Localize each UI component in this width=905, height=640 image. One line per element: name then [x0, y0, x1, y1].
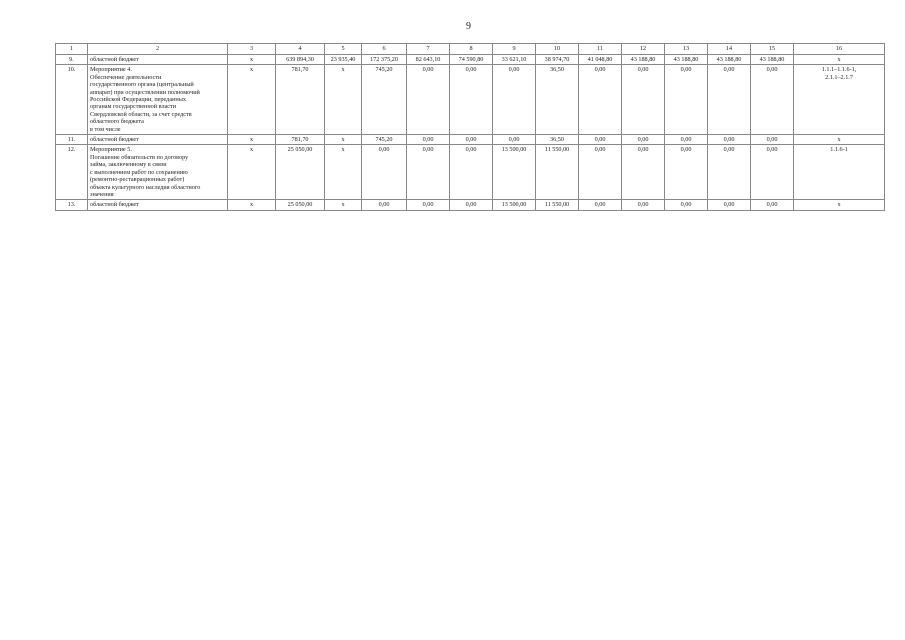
value-cell: 11 550,00: [536, 200, 579, 210]
value-cell: 0,00: [708, 65, 751, 135]
item-name-line: (ремонтно-реставрационных работ): [90, 176, 185, 184]
table-row: [56, 200, 885, 210]
item-name-cell: [88, 65, 228, 135]
item-name-line: Свердловской области, за счет средств: [90, 110, 192, 118]
item-name-line: областной бюджет: [90, 201, 139, 209]
table-row: [56, 145, 885, 200]
value-cell: 43 188,80: [665, 55, 708, 65]
header-cell: 10: [536, 44, 579, 55]
page-number: 9: [466, 21, 471, 32]
value-cell: 43 188,80: [708, 55, 751, 65]
header-cell: 16: [794, 44, 885, 55]
value-cell: 0,00: [407, 145, 450, 200]
value-cell: 0,00: [493, 65, 536, 135]
value-cell: 36,50: [536, 65, 579, 135]
value-cell: 25 050,00: [276, 145, 325, 200]
item-name-line: значения: [90, 190, 114, 198]
value-cell: 781,70: [276, 135, 325, 145]
value-cell: 745,20: [362, 135, 407, 145]
value-cell: х: [228, 145, 276, 200]
value-cell: 0,00: [362, 200, 407, 210]
value-cell: х: [228, 200, 276, 210]
header-cell: 9: [493, 44, 536, 55]
item-name-line: государственного органа (центральный: [90, 81, 194, 89]
value-cell: 0,00: [665, 145, 708, 200]
target-indicator-cell: [794, 65, 885, 135]
item-name-cell: [88, 135, 228, 145]
table-row: [56, 55, 885, 65]
value-cell: 0,00: [665, 135, 708, 145]
target-indicator-cell: [794, 200, 885, 210]
item-name-line: аппарат) при осуществлении полномочий: [90, 88, 200, 96]
value-cell: 0,00: [622, 135, 665, 145]
value-cell: 43 188,80: [751, 55, 794, 65]
value-cell: 0,00: [622, 145, 665, 200]
value-cell: 0,00: [751, 200, 794, 210]
value-cell: 41 048,80: [579, 55, 622, 65]
value-cell: 0,00: [450, 65, 493, 135]
header-cell: 3: [228, 44, 276, 55]
value-cell: 0,00: [579, 135, 622, 145]
value-cell: х: [325, 145, 362, 200]
header-cell: 8: [450, 44, 493, 55]
item-name-line: Российской Федерации, переданных: [90, 96, 186, 104]
value-cell: 38 974,70: [536, 55, 579, 65]
value-cell: х: [325, 65, 362, 135]
item-name-cell: [88, 145, 228, 200]
item-name-line: займа, заключенному в связи: [90, 161, 167, 169]
value-cell: 0,00: [665, 65, 708, 135]
value-cell: х: [325, 135, 362, 145]
value-cell: 0,00: [708, 200, 751, 210]
target-indicator-line: х: [837, 56, 841, 63]
item-name-line: Погашение обязательств по договору: [90, 153, 189, 161]
target-indicator-line: 1.1.6-1: [830, 146, 848, 154]
header-cell: 7: [407, 44, 450, 55]
table-row: [56, 65, 885, 135]
value-cell: 0,00: [579, 65, 622, 135]
item-name-cell: [88, 55, 228, 65]
row-number-cell: 9.: [56, 55, 88, 65]
target-indicator-line: 2.1.1–2.1.7: [825, 73, 853, 81]
value-cell: 0,00: [622, 65, 665, 135]
value-cell: 0,00: [751, 145, 794, 200]
value-cell: 74 590,80: [450, 55, 493, 65]
item-name-line: объекта культурного наследия областного: [90, 183, 201, 191]
target-indicator-cell: [794, 135, 885, 145]
value-cell: 172 375,20: [362, 55, 407, 65]
value-cell: 0,00: [450, 200, 493, 210]
value-cell: 82 643,10: [407, 55, 450, 65]
value-cell: 0,00: [622, 200, 665, 210]
value-cell: 745,20: [362, 65, 407, 135]
value-cell: 23 935,40: [325, 55, 362, 65]
header-cell: 5: [325, 44, 362, 55]
item-name-line: областного бюджета: [90, 118, 144, 126]
value-cell: 0,00: [665, 200, 708, 210]
value-cell: х: [228, 55, 276, 65]
item-name-line: в том числе: [90, 125, 121, 133]
target-indicator-line: х: [837, 136, 841, 144]
header-row: [56, 44, 885, 55]
value-cell: 781,70: [276, 65, 325, 135]
table-row: [56, 135, 885, 145]
value-cell: 11 550,00: [536, 145, 579, 200]
value-cell: 0,00: [407, 135, 450, 145]
target-indicator-cell: [794, 145, 885, 200]
item-name-line: с выполнением работ по сохранению: [90, 168, 188, 176]
value-cell: 13 500,00: [493, 200, 536, 210]
target-indicator-cell: [794, 55, 885, 65]
item-name-line: областной бюджет: [90, 56, 139, 63]
value-cell: 36,50: [536, 135, 579, 145]
value-cell: х: [228, 135, 276, 145]
header-cell: 12: [622, 44, 665, 55]
value-cell: 0,00: [450, 135, 493, 145]
header-cell: 15: [751, 44, 794, 55]
value-cell: 0,00: [407, 200, 450, 210]
value-cell: 0,00: [708, 135, 751, 145]
value-cell: 0,00: [708, 145, 751, 200]
row-number-cell: 10.: [56, 65, 88, 135]
header-cell: 4: [276, 44, 325, 55]
value-cell: 0,00: [751, 135, 794, 145]
item-name-line: областной бюджет: [90, 136, 139, 144]
value-cell: 0,00: [493, 135, 536, 145]
header-cell: 1: [56, 44, 88, 55]
value-cell: 25 050,00: [276, 200, 325, 210]
item-name-line: органам государственной власти: [90, 103, 177, 111]
value-cell: х: [228, 65, 276, 135]
item-name-line: Мероприятие 4.: [90, 66, 132, 74]
value-cell: 0,00: [751, 65, 794, 135]
item-name-cell: [88, 200, 228, 210]
header-cell: 14: [708, 44, 751, 55]
value-cell: 0,00: [362, 145, 407, 200]
value-cell: 0,00: [579, 200, 622, 210]
value-cell: 0,00: [407, 65, 450, 135]
header-cell: 2: [88, 44, 228, 55]
value-cell: 0,00: [450, 145, 493, 200]
row-number-cell: 13.: [56, 200, 88, 210]
value-cell: х: [325, 200, 362, 210]
value-cell: 13 500,00: [493, 145, 536, 200]
value-cell: 639 894,30: [276, 55, 325, 65]
header-cell: 6: [362, 44, 407, 55]
value-cell: 0,00: [579, 145, 622, 200]
row-number-cell: 12.: [56, 145, 88, 200]
header-cell: 13: [665, 44, 708, 55]
target-indicator-line: х: [837, 201, 841, 209]
row-number-cell: 11.: [56, 135, 88, 145]
value-cell: 33 621,10: [493, 55, 536, 65]
item-name-line: Мероприятие 5.: [90, 146, 132, 154]
header-cell: 11: [579, 44, 622, 55]
item-name-line: Обеспечение деятельности: [90, 73, 162, 81]
value-cell: 43 188,80: [622, 55, 665, 65]
budget-table: [55, 43, 885, 211]
target-indicator-line: 1.1.1–1.1.6-1,: [821, 66, 857, 74]
